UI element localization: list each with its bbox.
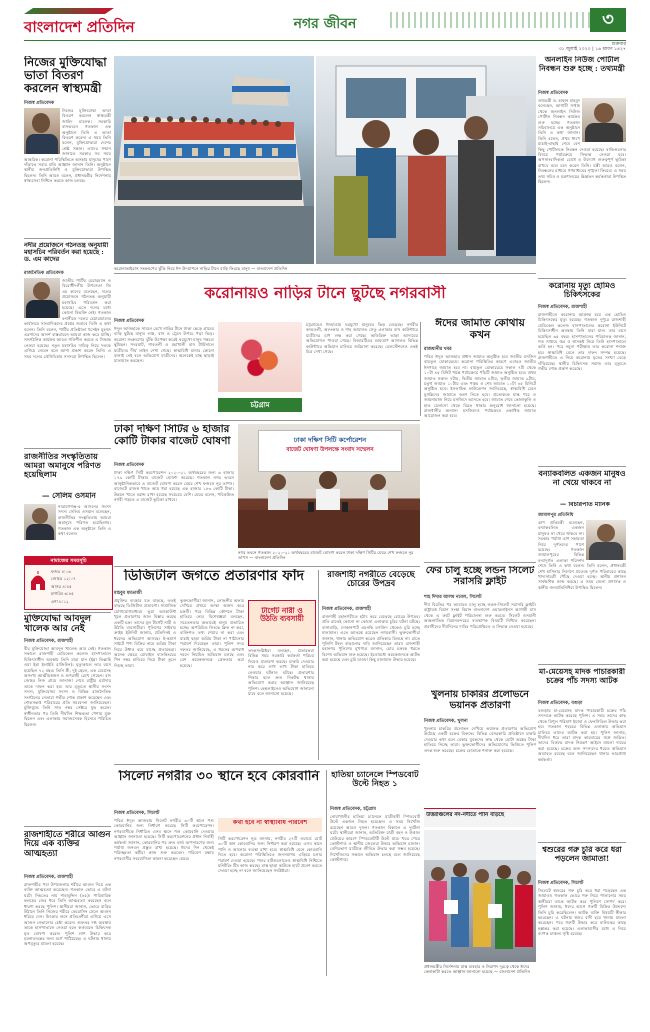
section-stripes [390,12,590,28]
article-body: বীর মুক্তিযোদ্ধা আবদুল খালেক আর নেই। গতকাল সকালে রাজশাহী মেডিকেল কলেজ হাসপাতালে চিকিৎসাধীন অবস্থায় তিনি মারা যান (ইন্না লিল্লাহি ওয়া ইন্না ইলাইহি রাজিউন)। মৃত্যুকালে তার বয়স হয়েছিল ৭২ বছর। তিনি স্ত্রী, দুই ছেলে, এক মেয়েসহ অসংখ্য আত্মীয়স্বজন ও গুণগ্রাহী রেখে গেছেন। বাদ জোহর নিজ গ্রামে জানাজা শেষে রাষ্ট্রীয় মর্যাদায় তাকে দাফন করা হয়। তার মৃত্যুতে স্থানীয় সংসদ সদস্য, মুক্তিযোদ্ধা সংসদ ও বিভিন্ন রাজনৈতিক সংগঠনের নেতারা গভীর শোক প্রকাশ করেছেন এবং শোকসন্তপ্ত পরিবারের প্রতি সমবেদনা জানিয়েছেন। মুক্তিযুদ্ধে তিনি সাত নম্বর সেক্টরে যুদ্ধ করেন। স্বাধীনতার পর তিনি দীর্ঘদিন শিক্ষকতা পেশায় যুক্ত ছিলেন এবং এলাকায় সমাজসেবক হিসেবে পরিচিত ছিলেন। [24,646,111,727]
article-headline[interactable]: রাজশাহীতে শরীরে আগুন দিয়ে এক ব্যক্তির আত্মহত্যা [24,830,111,858]
article-body: ভুক্তভোগীরা জানান, লোভনীয় অফার দেখিয়ে প্রথমে আস্থা অর্জন করে চক্রটি। পরে বিভিন্ন কৌশলে টাকা হাতিয়ে নেয়। বিশেষজ্ঞরা বলছেন, সচেতনতার অভাবেই মানুষ প্রতারিত হচ্ছে। অপরিচিত লিংকে ক্লিক না করা, ব্যক্তিগত তথ্য শেয়ার না করা এবং যাচাই ছাড়া অগ্রিম টাকা না পাঠানোর পরামর্শ দিয়েছেন তারা। পুলিশ সদর দফতর জানিয়েছে, এ ধরনের অপরাধ দমনে নিয়মিত অভিযান চলছে এবং বেশ কয়েকজনকে গ্রেফতার করা হয়েছে। [180,598,244,668]
article-body: দীর্ঘ বিরতির পর আবারও চালু হচ্ছে লন্ডন-সিলেট সরাসরি ফ্লাইট। রাষ্ট্রায়ত্ত বিমান সংস্থা বিমান বাংলাদেশ এয়ারলাইনস আগামী মাস থেকে এ রুটে ফ্লাইট পরিচালনা শুরু করবে। সিলেট ওসমানী আন্তর্জাতিক বিমানবন্দরের ব্যবস্থাপক বিষয়টি নিশ্চিত করেছেন। প্রবাসীদের দীর্ঘদিনের দাবির পরিপ্রেক্ষিতে এ সিদ্ধান্ত নেওয়া হয়েছে। [424,602,536,629]
article-byline: রাজধানীর খবর [424,347,452,352]
article-byline: নিজস্ব প্রতিবেদক, রাজশাহী [538,305,587,310]
article-body: ত্রাণ প্রতিমন্ত্রী বলেছেন, বন্যাকবলিত একজন মানুষও না খেয়ে থাকবে না। সরকার পর্যাপ্ত ত্রাণ সহায়তা নিয়ে দুর্গতদের পাশে রয়েছে। গতকাল জামালপুরের বিভিন্ন বন্যাদুর্গত এলাকা পরিদর্শন শেষে তিনি এ কথা বলেন। তিনি বলেন, প্রধানমন্ত্রী শেখ হাসিনার নির্দেশে প্রত্যেক দুর্গত পরিবারের কাছে খাদ্যসামগ্রী পৌঁছে দেওয়া হচ্ছে। স্থানীয় প্রশাসন সার্বক্ষণিক কাজ করছে। এ সময় জেলা প্রশাসক ও স্থানীয় জনপ্রতিনিধিরা উপস্থিত ছিলেন। [538,520,626,590]
article-byline: শাহ দিদার আলম নবেল, সিলেট [424,595,482,600]
city-tag-text: চট্টগ্রাম [250,401,270,409]
namaz-schedule-box [24,556,113,610]
subbox-heading: কথা হবে না স্বাস্থ্যবিধি পরিবেশ [232,820,308,826]
article-byline: নিজস্ব প্রতিবেদক [538,91,569,96]
article-headline[interactable]: রাজনীতির সংস্কৃতিতায় আমরা অমানুষে পরিণত হয়েছিলাম [24,452,101,480]
article-headline[interactable]: করোনায় মৃত্যু হোমিও চিকিৎসকের [548,282,616,299]
article-body: তথ্যমন্ত্রী ড. হাছান মাহমুদ বলেছেন, আগামী সপ্তাহ থেকে অনলাইন নিউজ পোর্টাল নিবন্ধন কার্যক্রম শুরু হচ্ছে। গতকাল সচিবালয়ে এক অনুষ্ঠানে তিনি এ কথা জানান। তিনি বলেন, প্রথম ধাপে যাচাই-বাছাই শেষে বেশ কিছু পোর্টালকে নিবন্ধন দেওয়া হয়েছে। বাকিগুলোর বিষয়ে পর্যায়ক্রমে সিদ্ধান্ত নেওয়া হবে। অপসাংবাদিকতা রোধে এ উদ্যোগ গুরুত্বপূর্ণ ভূমিকা রাখবে বলে মনে করেন তিনি। মন্ত্রী আরও বলেন, নিবন্ধনের মাধ্যমে গণমাধ্যমের শৃঙ্খলা ফিরবে। এ সময় তথ্য সচিব ও মন্ত্রণালয়ের ঊর্ধ্বতন কর্মকর্তারা উপস্থিত ছিলেন। [538,98,626,185]
article-headline[interactable]: নিজের মুক্তিযোদ্ধা ভাতা বিতরণ করলেন স্বাস্থ্যমন্ত্রী [24,56,107,95]
namaz-row: আসর ৪:৪৫ [51,583,72,589]
article-body: খুলনায় চাকরির প্রলোভন দেখিয়ে ভয়ানক প্রতারণার অভিযোগ উঠেছে একটি চক্রের বিরুদ্ধে। বিভিন্ন বেসরকারি প্রতিষ্ঠানে চাকরি দেওয়ার কথা বলে বেকার যুবকদের কাছ থেকে মোটা অঙ্কের টাকা হাতিয়ে নিচ্ছে তারা। ভুক্তভোগীদের অভিযোগের ভিত্তিতে পুলিশ তদন্ত শুরু করেছে। চক্রের হোতাকে শনাক্ত করা হয়েছে। [424,726,536,753]
banner-body-col2: চট্টগ্রামেও ঈদযাত্রায় ঘরমুখো মানুষের ভিড় বেড়েছে। নগরীর কদমতলী, অলংকার ও শাহ আমানত সেতু এলাকার বাস কাউন্টারে যাত্রীদের চাপ লক্ষ করা গেছে। অতিরিক্ত ভাড়া আদায়ের অভিযোগও পাওয়া গেছে। বিআরটিএর ভ্রাম্যমাণ আদালত বিভিন্ন কাউন্টারে অভিযান চালিয়ে জরিমানা করেছে। রেলস্টেশনেও একই চিত্র দেখা গেছে। [306,322,418,355]
article-byline: জামালপুর প্রতিনিধি [538,513,574,518]
article-headline[interactable]: রাজশাহী নগরীতে বেড়েছে চোরের উপদ্রব [327,570,415,589]
article-body: বগুড়ায় মা-মেয়েসহ মাদক পাচারকারী চক্রের পাঁচ সদস্যকে আটক করেছে পুলিশ। এ সময় তাদের কাছ থেকে বিপুল পরিমাণ ইয়াবা ও ফেনসিডিল উদ্ধার করা হয়। গতকাল শহরের বিভিন্ন এলাকায় অভিযান চালিয়ে তাদের আটক করা হয়। পুলিশ জানায়, দীর্ঘদিন ধরে তারা মাদক কারবারের সঙ্গে জড়িত। তাদের বিরুদ্ধে মাদক নিয়ন্ত্রণ আইনে মামলা দায়ের করা হয়েছে। চক্রের অন্য সদস্যদের ধরতে অভিযান অব্যাহত রয়েছে বলে জানিয়েছেন থানার ভারপ্রাপ্ত কর্মকর্তা। [538,708,626,762]
banner-byline: নিজস্ব প্রতিবেদক [114,319,145,324]
article-body: রাজশাহী মহানগরীতে হঠাৎ করে বেড়েছে চোরের উপদ্রব। প্রতি রাতেই কোনো না কোনো এলাকায় চুরির ঘটনা ঘটছে। বাসাবাড়ি, দোকানপাট এমনকি মসজিদ থেকেও চুরি হচ্ছে মালামাল। এতে আতঙ্কে রয়েছেন নগরবাসী। ভুক্তভোগীরা জানান, থানায় অভিযোগ করেও প্রতিকার মিলছে না। রাতে পুলিশি টহল বাড়ানোর দাবি জানিয়েছেন তারা। রাজশাহী মহানগর পুলিশের মুখপাত্র জানান, চোর চক্রকে ধরতে বিশেষ অভিযান শুরু হয়েছে। ইতোমধ্যে কয়েকজনকে আটক করা হয়েছে এবং চুরি যাওয়া কিছু মালামাল উদ্ধার হয়েছে। [322,614,420,663]
article-headline[interactable]: শ্বশুরের গরু চুরি করে ধরা পড়লেন জামাতা! [542,846,622,863]
masthead-rule [24,40,626,41]
market-crowd-photo [424,830,536,962]
article-byline: নিজস্ব প্রতিবেদক, বগুড়া [538,701,583,706]
board-subtitle: বাজেট ঘোষণা উপলক্ষে সংবাদ সম্মেলন [286,447,374,453]
article-byline: নিজস্ব প্রতিবেদক [24,101,55,106]
day-text: শুক্রবার [611,42,626,47]
article-headline[interactable]: ঢাকা দক্ষিণ সিটির ৬ হাজার কোটি টাকার বাজেট ঘোষণা [114,424,231,447]
left-column [24,56,111,976]
article-headline[interactable]: সিলেট নগরীর ৩০ স্থানে হবে কোরবানি [118,770,320,784]
logo-text: বাংলাদেশ প্রতিদিন [24,18,135,36]
masthead [0,0,650,50]
article-headline[interactable]: মুক্তিযোদ্ধা আবদুল খালেক আর নেই [24,614,92,635]
article-body: রাজশাহীতে করোনায় আক্রান্ত হয়ে এক হোমিও চিকিৎসকের মৃত্যু হয়েছে। গতকাল দুপুরে রাজশাহী মেডিকেল কলেজ হাসপাতালের করোনা ইউনিটে চিকিৎসাধীন অবস্থায় তিনি মারা যান। তার বয়স হয়েছিল ৬৫ বছর। হাসপাতালের পরিচালক জানান, গত সপ্তাহে জ্বর ও শ্বাসকষ্ট নিয়ে তিনি হাসপাতালে ভর্তি হন। পরে নমুনা পরীক্ষায় তার করোনা শনাক্ত হয়। স্বাস্থ্যবিধি মেনে তার দাফন সম্পন্ন হয়েছে। রাজশাহীতে এ নিয়ে করোনায় মৃতের সংখ্যা বেড়ে দাঁড়িয়েছে। স্থানীয় চিকিৎসক সমাজ তার মৃত্যুতে গভীর শোক প্রকাশ করেছে। [538,312,626,372]
quote-attribution: — সেলিম ওসমান [42,492,96,500]
article-byline: নিজস্ব প্রতিবেদক, চট্টগ্রাম [330,807,376,812]
bouquet-photo [218,322,302,392]
namaz-title: নামাজের সময়সূচি [25,557,112,565]
subbox-heading: উত্তরাঞ্চলের নদ-নদীতে পানি বাড়ছে [426,812,504,818]
article-byline: নিজস্ব প্রতিবেদক, খুলনা [424,719,468,724]
section-label: নগর জীবন [293,16,357,32]
mosque-icon [28,569,48,591]
article-headline[interactable]: ঈদের জামাত কোথায় কখন [435,318,525,341]
namaz-row: জোহর ১২:০৭ [51,576,76,582]
article-body: তদন্তসংশ্লিষ্টরা বলছেন, প্রতারকরা বিভিন্ন সময় সরকারি কর্মকর্তা পরিচয় দিয়েও প্রতারণা করছে। চাকরি দেওয়ার নাম করে লাখ লাখ টাকা হাতিয়ে নেওয়ার ঘটনাও ঘটছে। প্রতারণার শিকার হলে দ্রুত নিকটস্থ থানায় অভিযোগ করার আহ্বান জানিয়েছে পুলিশ। হেল্পলাইনেও অভিযোগ জানানো যাবে বলে জানানো হয়েছে। [248,648,314,697]
article-headline[interactable]: অনলাইন নিউজ পোর্টাল নিবন্ধন শুরু হচ্ছে : তথ্যমন্ত্রী [539,56,625,73]
market-caption: প্রধানমন্ত্রীর নির্দেশনায় মাস্ক ব্যবহার ও নিরাপদ দূরত্বে থেকে ঈদের কেনাকাটা করতে আহ্বান জানানো হয়েছে — বাংলাদেশ প্রতিদিন [424,964,531,975]
date-text: ৩১ জুলাই ২০২০ | ১৬ শ্রাবণ ১৪২৭ [558,47,626,52]
khulna-subbox [424,808,536,827]
banner-headline[interactable]: করোনায়ও নাড়ির টানে ছুটছে নগরবাসী [204,285,446,302]
dateline [430,42,626,52]
article-headline[interactable]: মা-মেয়েসহ মাদক পাচারকারী চক্রের পাঁচ সদস্য আটক [538,668,626,685]
article-body: সিলেটে শ্বশুরের গরু চুরি করে ধরা পড়েছেন এক জামাতা। গতকাল ভোরে গরু নিয়ে পালানোর সময় স্থানীয়রা তাকে আটক করে পুলিশে সোপর্দ করে। পুলিশ জানায়, ঈদের আগে গরুটি বিক্রির উদ্দেশ্যে তিনি চুরি করেছিলেন। আটক ব্যক্তি বিষয়টি স্বীকার করেছেন। এ ঘটনায় শ্বশুর বাদী হয়ে থানায় মামলা করেছেন। পরে গরুটি উদ্ধার করে মালিকের কাছে হস্তান্তর করা হয়েছে। এলাকাবাসীর মধ্যে এ নিয়ে ব্যাপক চাঞ্চল্য সৃষ্টি হয়েছে। [538,888,626,937]
namaz-row: ফজর ৪:০৬ [51,569,72,574]
article-body: পবিত্র ঈদুল আজহায় সিলেট নগরীর ৩০টি স্থানে পশু কোরবানির জন্য নির্ধারণ করেছে সিটি করপোরেশন। নগরবাসীকে নির্ধারিত এসব স্থানে পশু কোরবানি দেওয়ার আহ্বান জানানো হয়েছে। সিটি করপোরেশনের প্রধান নির্বাহী কর্মকর্তা জানান, কোরবানির পর দ্রুত বর্জ্য অপসারণের জন্য পর্যাপ্ত জনবল প্রস্তুত রাখা হয়েছে। ঈদের দিন থেকেই পরিচ্ছন্নতা কর্মীরা কাজ শুরু করবেন। পরিবেশ রক্ষায় নগরবাসীর সহযোগিতা কামনা করেছেন মেয়র। [114,818,214,861]
article-body: সিটি করপোরেশন সূত্র জানায়, নগরীর ২৭টি ওয়ার্ডে মোট ৩০টি স্থান কোরবানির জন্য নির্ধারণ করা হয়েছে। এসব স্থানে পানি ও আলোর ব্যবস্থা রাখা হবে। স্বাস্থ্যবিধি মেনে কোরবানি দিতে হবে। করোনা পরিস্থিতিতে জনসমাগম এড়িয়ে চলার পরামর্শ দেওয়া হয়েছে। পশুর হাটগুলোতেও স্বাস্থ্যবিধি নিশ্চিতে মনিটরিং টিম কাজ করছে। মাস্ক ছাড়া কাউকে হাটে প্রবেশ করতে দেওয়া হচ্ছে না বলে জানিয়েছেন সংশ্লিষ্টরা। [218,836,322,874]
article-byline: মাহবুব মমতাজী [114,591,142,596]
inset-text: টার্গেট নারী ও উঠতি ব্যবসায়ী [260,607,304,624]
banner-body-col1: ঈদুল আজহাকে সামনে রেখে নাড়ির টানে ঢাকা ছেড়ে গ্রামের বাড়ি ছুটছে মানুষ। লঞ্চ, বাস ও ট্রেনে উপচে পড়া ভিড়। করোনা সংক্রমণের ঝুঁকি উপেক্ষা করেই ঘরমুখো মানুষ গন্তব্যে ছুটছেন। সদরঘাট, গাবতলী ও মহাখালী বাস টার্মিনালে যাত্রীদের দীর্ঘ লাইন দেখা গেছে। স্বাস্থ্যবিধি মানার কোনো বালাই নেই বলে অভিযোগ যাত্রীদের। অনেকেই মাস্ক ছাড়াই যাতায়াত করছেন। [114,326,214,364]
article-byline: নিজস্ব প্রতিবেদক, রাজশাহী [24,639,73,644]
top-photo-caption: করোনাভাইরাস সংক্রমণের ঝুঁকি নিয়ে ঈদ উদযাপনে নাড়ির টানে বাড়ি ফিরছে মানুষ — বাংলাদেশ প্রতিদিন [114,266,288,271]
article-body: নারায়ণগঞ্জ-৫ আসনের সংসদ সদস্য সেলিম ওসমান বলেছেন, রাজনীতির সংস্কৃতিতায় আমরা অমানুষে পরিণত হয়েছিলাম। গতকাল এক অনুষ্ঠানে তিনি এ কথা বলেন। [58,504,111,537]
article-byline: নিজস্ব প্রতিবেদক, সিলেট [538,881,584,886]
banner-board [258,430,402,472]
board-title: ঢাকা দক্ষিণ সিটি কর্পোরেশন [293,436,367,444]
article-body: পবিত্র ঈদুল আজহার প্রধান জামাত অনুষ্ঠিত হবে জাতীয় মসজিদ বায়তুল মোকাররমে। করোনা পরিস্থিতির কারণে এবারও জাতীয় ঈদগাহে জামাত হবে না। বায়তুল মোকাররমে সকাল ৭টা থেকে ১০টা ৪৫ মিনিট পর্যন্ত পর্যায়ক্রমে পাঁচটি জামাত অনুষ্ঠিত হবে। প্রথম জামাত সকাল ৭টায়, দ্বিতীয় জামাত ৮টায়, তৃতীয় জামাত ৯টায়, চতুর্থ জামাত ১০টায় এবং পঞ্চম ও শেষ জামাত ১০টা ৪৫ মিনিটে অনুষ্ঠিত হবে। ইসলামিক ফাউন্ডেশন জানিয়েছে, স্বাস্থ্যবিধি মেনে মুসল্লিদের জামাতে অংশ নিতে হবে। প্রত্যেককে মাস্ক পরে ও জায়নামাজ নিয়ে মসজিদে আসতে হবে। জামাত শেষে কোলাকুলি ও হাত মেলানো থেকে বিরত থাকার অনুরোধ জানানো হয়েছে। রাজধানীর অন্যান্য মসজিদেও পর্যায়ক্রমে একাধিক জামাত আয়োজন করা হবে। [424,354,536,419]
right-column [538,56,626,976]
article-byline: নিজস্ব প্রতিবেদক, রাজশাহী [322,607,371,612]
page-number [590,8,626,32]
namaz-list [51,568,109,605]
city-tag [218,398,302,412]
budget-press-photo [238,424,420,548]
article-body: জাতীয় পার্টির চেয়ারম্যান ও বিরোধীদলীয় উপনেতা জি এম কাদের বলেছেন, দলের প্রয়োজনে গঠনতন্ত্র অনুযায়ী মহাসচিব পরিবর্তন করা হয়েছে। এতে দলের মধ্যে কোনো বিভক্তি নেই। গতকাল বনানীতে দলের চেয়ারম্যানের কার্যালয়ে সাংবাদিকদের প্রশ্নের জবাবে তিনি এ কথা বলেন। তিনি বলেন, পার্টির প্রতিষ্ঠাতা হুসেইন মুহম্মদ এরশাদের আদর্শ বাস্তবায়নে আমরা কাজ করে যাচ্ছি। সাংগঠনিক কার্যক্রম আরও গতিশীল করতে এ সিদ্ধান্ত নেওয়া হয়েছে। নতুন মহাসচিব দায়িত্ব নিয়ে দলকে এগিয়ে নেবেন বলে আশা প্রকাশ করেন তিনি। এ সময় দলের প্রেসিডিয়াম সদস্যরা উপস্থিত ছিলেন। [24,278,111,359]
article-body: ঢাকা দক্ষিণ সিটি করপোরেশন ২০২০-২১ অর্থবছরের জন্য ৬ হাজার ১৭৯ কোটি টাকার বাজেট ঘোষণা করেছে। গতকাল নগর ভবনে আনুষ্ঠানিকভাবে এ বাজেট ঘোষণা করেন মেয়র শেখ ফজলে নূর তাপস। বাজেটে রাজস্ব খাতে আয় ধরা হয়েছে এক হাজার ১৮৩ কোটি টাকা। উন্নয়ন খাতে বরাদ্দ রাখা হয়েছে সবচেয়ে বেশি। মেয়র বলেন, পরিকল্পিত নগরী গড়তে এ বাজেট ভূমিকা রাখবে। [114,470,234,503]
article-byline: নিজস্ব প্রতিবেদক, রাজশাহী [24,875,73,880]
digital-inset-box [248,600,316,646]
article-body: নোয়াখালীর হাতিয়া চ্যানেলে যাত্রীবাহী স্পিডবোট উল্টে একজন নিহত হয়েছেন। এ সময় নিখোঁজ রয়েছেন আরও দুজন। গতকাল বিকালে এ দুর্ঘটনা ঘটে। স্থানীয়রা জানান, অতিরিক্ত যাত্রী বহন ও উত্তাল ঢেউয়ের কারণে স্পিডবোটটি উল্টে যায়। খবর পেয়ে কোস্টগার্ড ও স্থানীয় জেলেরা উদ্ধার অভিযান চালান। বেশিরভাগ যাত্রীকে জীবিত উদ্ধার করা সম্ভব হয়েছে। নিখোঁজদের সন্ধানে অভিযান চলছে বলে জানিয়েছে কোস্টগার্ড। [330,814,420,863]
bus-terminal-photo [316,56,536,264]
article-headline[interactable]: বন্যাকবলিত একজন মানুষও না খেয়ে থাকবে না [538,470,626,487]
article-body: রাজশাহীর পবা উপজেলায় শরীরে আগুন দিয়ে এক ব্যক্তি আত্মহত্যা করেছেন। গতকাল ভোরে এ ঘটনা ঘটে। নিহতের নাম শাহাবুদ্দিন (৪৫)। পারিবারিক কলহের জের ধরে তিনি আত্মহত্যা করেছেন বলে ধারণা করছে পুলিশ। স্থানীয়রা জানান, ভোরে বাড়ির উঠানে তিনি নিজের শরীরে কেরোসিন ঢেলে আগুন ধরিয়ে দেন। চিৎকার শুনে প্রতিবেশীরা এগিয়ে এসে আগুন নেভানোর চেষ্টা করেন। গুরুতর দগ্ধ অবস্থায় তাকে হাসপাতালে নেওয়া হলে কর্তব্যরত চিকিৎসক মৃত ঘোষণা করেন। পুলিশ লাশ উদ্ধার করে ময়নাতদন্তের জন্য মর্গে পাঠিয়েছে। এ ঘটনায় থানায় অপমৃত্যুর মামলা হয়েছে। [24,882,111,947]
article-headline[interactable]: ডিজিটাল জগতে প্রতারণার ফাঁদ [124,569,304,584]
namaz-row: মাগরিব ৬:৪৫ [51,591,75,597]
ferry-photo [114,56,314,264]
article-headline[interactable]: নদীর প্রয়োজনে গঠনতন্ত্র অনুযায়ী মহাসচিব পরিবর্তন করা হয়েছে : ড. এম কাদের [24,242,109,264]
quote-attribution: — বিচারপতি মানিক [560,502,610,508]
article-byline: নিজস্ব প্রতিবেদক [114,463,145,468]
sylhet-subbox [218,818,322,832]
budget-caption: নগর ভবনে গতকাল ২০২০-২১ অর্থবছরের বাজেট ঘোষণা করেন ঢাকা দক্ষিণ সিটির মেয়র শেখ ফজলে নূর তাপস — বাংলাদেশ প্রতিদিন [238,550,414,561]
article-byline: নিজস্ব প্রতিবেদক, সিলেট [114,811,160,816]
article-headline[interactable]: ফের চালু হচ্ছে লন্ডন সিলেট সরাসরি ফ্লাইট [425,566,535,587]
article-body: প্রযুক্তির ব্যবহার যত বাড়ছে, ততই বাড়ছে ডিজিটাল প্রতারণা। সামাজিক যোগাযোগমাধ্যমে ভুয়া অ্যাকাউন্ট খুলে প্রতারণার জাল বিস্তার করছে একটি চক্র। তাদের মূল টার্গেট নারী ও উঠতি ব্যবসায়ীরা। পুলিশের সাইবার ক্রাইম ইউনিট জানায়, প্রতিদিনই এ ধরনের অভিযোগ আসছে। ই-কমার্স সাইটে পণ্য বিক্রির নামে অগ্রিম টাকা নিয়ে উধাও হয়ে যাচ্ছে প্রতারকরা। অনেক ক্ষেত্রে মোবাইল ব্যাংকিংয়ের পিন নম্বর হাতিয়ে নিয়ে টাকা তুলে নিচ্ছে তারা। [114,598,176,668]
article-headline[interactable]: খুলনায় চাকরির প্রলোভনে ভয়ানক প্রতারণা [431,690,529,711]
namaz-row: এশা ৮:১২ [51,598,69,604]
article-headline[interactable]: হাতিয়া চ্যানেলে স্পিডবোট উল্টে নিহত ১ [331,770,419,789]
article-byline: রাজনৈতিক প্রতিবেদক [24,271,64,276]
article-body: নিজের মুক্তিযোদ্ধা ভাতা বিতরণ করলেন স্বাস্থ্যমন্ত্রী জাহিদ মালেক। সরকারি বাসভবনে গতকাল এক অনুষ্ঠানে তিনি এ ভাতা বিতরণ করেন। এ সময় তিনি বলেন, মুক্তিযোদ্ধারা দেশের শ্রেষ্ঠ সন্তান। তাদের সম্মান জানাতে সরকার সব সময় আন্তরিক। করোনা পরিস্থিতিতে অসহায় মানুষের পাশে দাঁড়াতে সবার প্রতি আহ্বান জানান তিনি। অনুষ্ঠানে স্থানীয় জনপ্রতিনিধি ও মুক্তিযোদ্ধারা উপস্থিত ছিলেন। তিনি আরও বলেন, প্রধানমন্ত্রীর নির্দেশনায় স্বাস্থ্যসেবা নিশ্চিত করতে কাজ চলছে। [24,108,111,184]
page-number-text: ৩ [602,9,614,30]
